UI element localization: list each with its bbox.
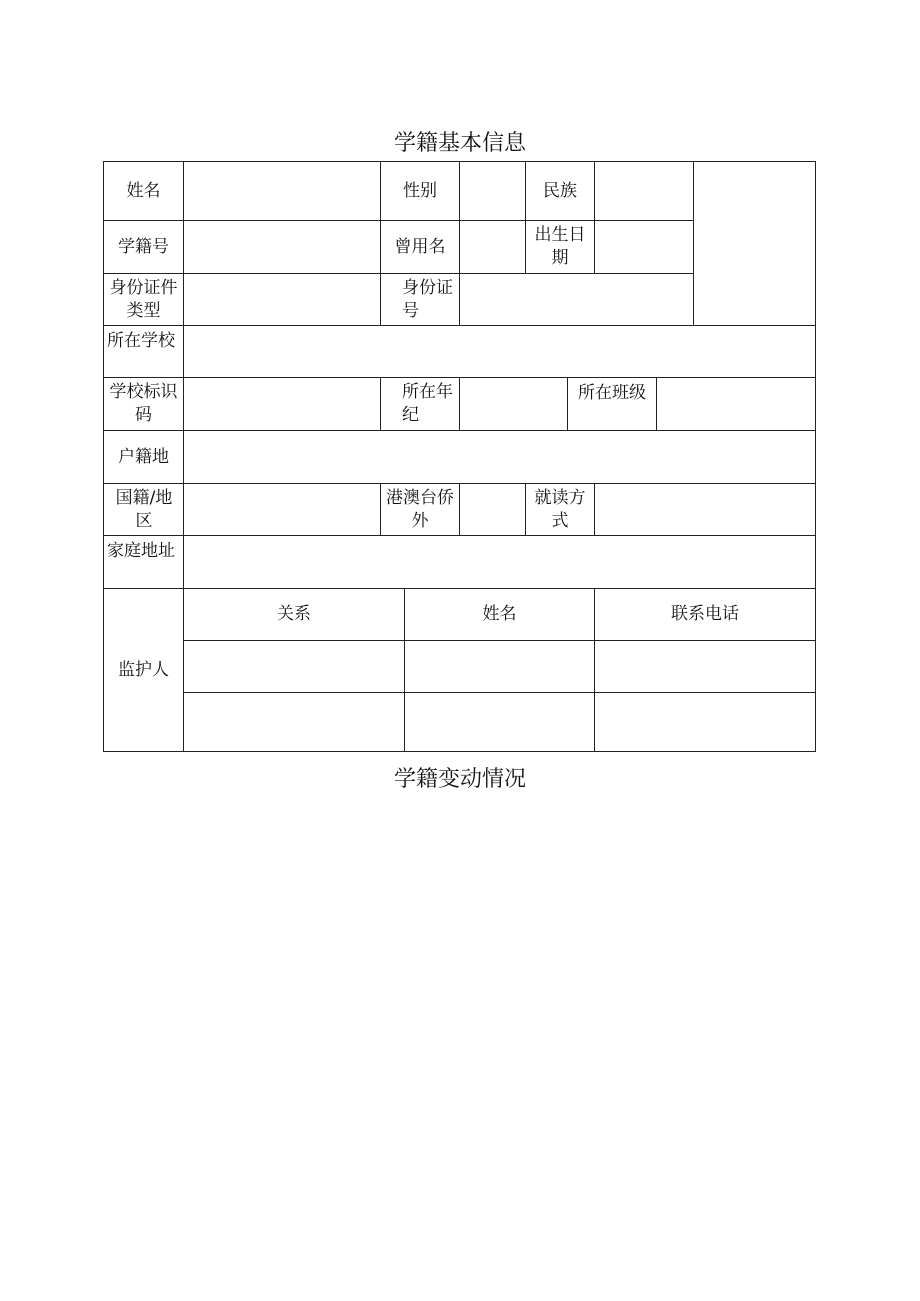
birth-date-label: 出生日期 xyxy=(534,225,586,268)
section-title-status-changes: 学籍变动情况 xyxy=(393,767,526,792)
page-title: 学籍基本信息 xyxy=(393,131,526,156)
guardian-header-phone: 联系电话 xyxy=(671,604,739,624)
nationality-field[interactable] xyxy=(184,484,380,535)
guardian-label: 监护人 xyxy=(118,659,169,680)
name-field[interactable] xyxy=(184,162,380,220)
household-label: 户籍地 xyxy=(118,446,169,467)
class-label: 所在班级 xyxy=(578,383,646,403)
school-field[interactable] xyxy=(184,326,815,377)
hk-macao-tw-field[interactable] xyxy=(460,484,525,535)
study-mode-field[interactable] xyxy=(595,484,815,535)
birth-date-field[interactable] xyxy=(595,221,693,273)
study-mode-label: 就读方式 xyxy=(534,487,586,531)
address-field[interactable] xyxy=(184,536,815,588)
guardian-header-name: 姓名 xyxy=(482,604,517,624)
col-line xyxy=(380,377,381,431)
guardian1-name-field[interactable] xyxy=(405,641,594,692)
household-field[interactable] xyxy=(184,431,815,483)
school-code-label: 学校标识码 xyxy=(109,382,178,425)
id-number-label: 身份证号 xyxy=(402,277,453,321)
gender-field[interactable] xyxy=(460,162,525,220)
school-code-field[interactable] xyxy=(184,378,380,430)
id-type-field[interactable] xyxy=(184,274,380,325)
guardian2-name-field[interactable] xyxy=(405,693,594,751)
student-id-field[interactable] xyxy=(184,221,380,273)
name-label: 姓名 xyxy=(126,180,161,201)
guardian2-relation-field[interactable] xyxy=(184,693,404,751)
former-name-label: 曾用名 xyxy=(394,236,446,257)
id-number-field[interactable] xyxy=(460,274,693,325)
address-label: 家庭地址 xyxy=(107,541,175,561)
id-type-label: 身份证件类型 xyxy=(109,277,178,321)
class-field[interactable] xyxy=(657,378,815,430)
grade-label: 所在年纪 xyxy=(402,382,453,425)
nationality-label: 国籍/地区 xyxy=(115,487,173,531)
guardian-header-relation: 关系 xyxy=(277,604,311,624)
grade-field[interactable] xyxy=(460,378,567,430)
ethnicity-field[interactable] xyxy=(595,162,693,220)
hk-macao-tw-label: 港澳台侨外 xyxy=(386,487,454,531)
guardian1-phone-field[interactable] xyxy=(595,641,815,692)
school-label: 所在学校 xyxy=(107,331,175,351)
former-name-field[interactable] xyxy=(460,221,525,273)
gender-label: 性别 xyxy=(403,180,437,201)
guardian2-phone-field[interactable] xyxy=(595,693,815,751)
ethnicity-label: 民族 xyxy=(543,180,577,201)
border-bottom xyxy=(103,751,816,752)
border-right xyxy=(815,161,816,752)
photo-box[interactable] xyxy=(694,162,815,325)
guardian1-relation-field[interactable] xyxy=(184,641,404,692)
student-id-label: 学籍号 xyxy=(118,236,169,257)
